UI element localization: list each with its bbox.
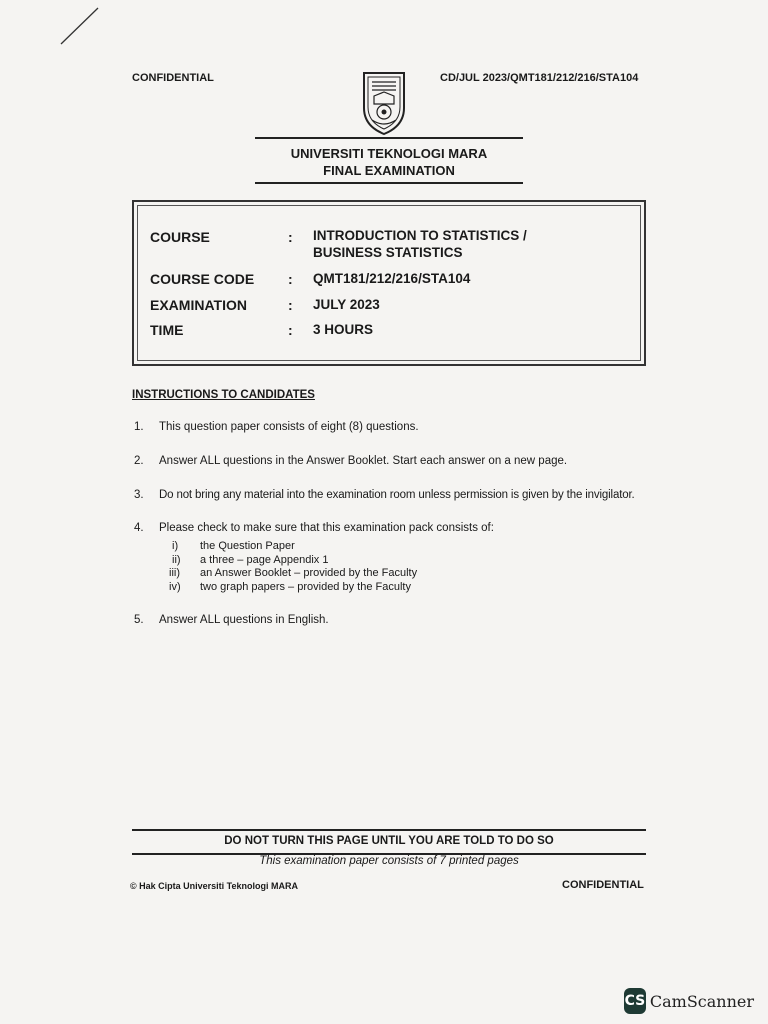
instruction-number: 3. <box>134 489 144 501</box>
instruction-text: Answer ALL questions in English. <box>159 614 329 626</box>
instruction-text: Answer ALL questions in the Answer Booklet. Start each answer on a new page. <box>159 455 568 467</box>
paper-code: CD/JUL 2023/QMT181/212/216/STA104 <box>440 72 639 84</box>
examination-value: JULY 2023 <box>313 297 380 312</box>
camscanner-watermark <box>624 987 754 1015</box>
do-not-turn-warning: DO NOT TURN THIS PAGE UNTIL YOU ARE TOLD TO DO SO <box>224 835 554 847</box>
pen-stroke-icon <box>58 6 102 46</box>
sub-item-text: two graph papers – provided by the Faculty <box>200 581 411 593</box>
sub-item-text: a three – page Appendix 1 <box>200 554 329 566</box>
footer-rule-top <box>132 829 646 831</box>
course-colon: : <box>288 229 293 245</box>
uitm-crest-icon <box>360 70 408 136</box>
instruction-text: Please check to make sure that this examination pack consists of: <box>159 522 494 534</box>
course-code-value: QMT181/212/216/STA104 <box>313 271 471 286</box>
examination-label: EXAMINATION <box>150 297 247 313</box>
instruction-text: Do not bring any material into the examination room unless permission is given by the invigilator. <box>159 489 635 501</box>
copyright-notice: © Hak Cipta Universiti Teknologi MARA <box>130 881 298 891</box>
instruction-number: 4. <box>134 522 144 534</box>
university-name: UNIVERSITI TEKNOLOGI MARA <box>290 146 488 161</box>
time-value: 3 HOURS <box>313 322 374 337</box>
instruction-number: 5. <box>134 614 144 626</box>
title-rule-bottom <box>255 182 523 184</box>
camscanner-text: CamScanner <box>649 991 754 1011</box>
exam-type: FINAL EXAMINATION <box>323 163 455 178</box>
examination-colon: : <box>288 297 293 313</box>
course-value-line1: INTRODUCTION TO STATISTICS / <box>313 228 527 243</box>
sub-item-number: i) <box>172 540 179 552</box>
course-value-line2: BUSINESS STATISTICS <box>313 245 463 260</box>
sub-item-number: iv) <box>169 581 181 593</box>
time-label: TIME <box>150 322 184 338</box>
instruction-number: 2. <box>134 455 144 467</box>
instructions-title: INSTRUCTIONS TO CANDIDATES <box>132 389 315 401</box>
time-colon: : <box>288 322 293 338</box>
confidential-label-bottom: CONFIDENTIAL <box>562 879 644 891</box>
sub-item-text: an Answer Booklet – provided by the Faculty <box>200 567 418 579</box>
course-code-colon: : <box>288 271 293 287</box>
course-label: COURSE <box>150 229 210 245</box>
sub-item-number: iii) <box>169 567 180 579</box>
camscanner-icon: CS <box>624 988 646 1014</box>
instruction-number: 1. <box>134 421 144 433</box>
page-count-note: This examination paper consists of 7 printed pages <box>259 855 519 867</box>
sub-item-text: the Question Paper <box>200 540 295 552</box>
confidential-label-top: CONFIDENTIAL <box>132 72 214 84</box>
instruction-text: This question paper consists of eight (8) questions. <box>159 421 419 433</box>
title-rule-top <box>255 137 523 139</box>
course-code-label: COURSE CODE <box>150 271 255 287</box>
sub-item-number: ii) <box>172 554 181 566</box>
